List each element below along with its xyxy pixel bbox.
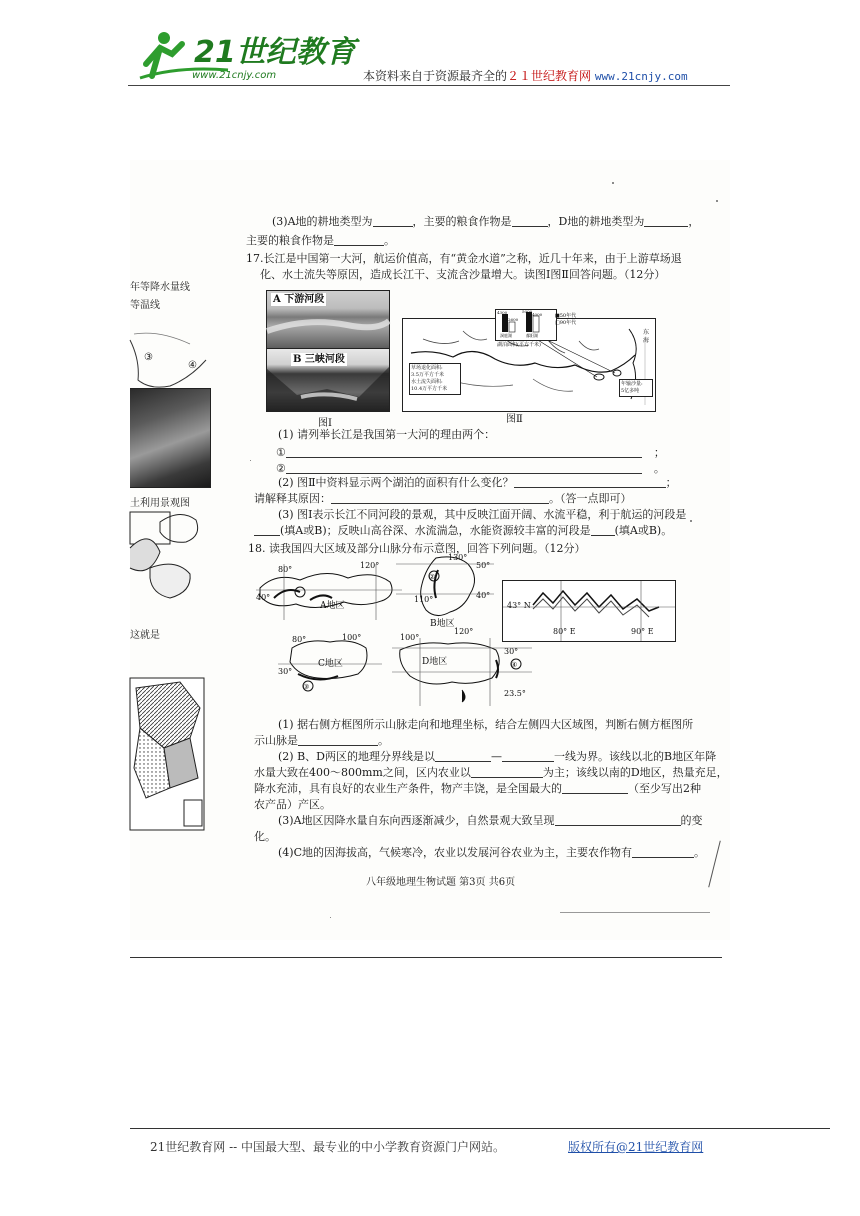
q17-sub2-reason: 请解释其原因： 。（答一点即可） — [254, 492, 632, 505]
fig1-photo-b-three-gorges — [266, 348, 390, 412]
left-strip-caption: 土利用景观图 — [130, 498, 190, 509]
mapA-region-label: A地区 — [320, 601, 345, 611]
mapC-region-label: C地区 — [318, 659, 343, 669]
mapB-lat-2: 40° — [476, 591, 491, 600]
mountain-lat: 43° N — [507, 601, 531, 610]
logo-url: www.21cnjy.com — [192, 70, 277, 81]
mapC-lon-2: 100° — [342, 633, 362, 642]
mountain-lon-2: 90° E — [631, 627, 654, 636]
mapD-lat-2: 23.5° — [504, 689, 526, 698]
mapD-lon-1: 100° — [400, 633, 420, 642]
header-brand-link[interactable]: ２１世纪教育网 — [507, 69, 592, 83]
header-url-link[interactable]: www.21cnjy.com — [594, 70, 688, 83]
q18-sub1-line-2: 示山脉是 。 — [254, 734, 389, 747]
footer-site-description: 21世纪教育网 -- 中国最大型、最专业的中小学教育资源门户网站。 — [150, 1140, 506, 1154]
q18-answer-blank-2[interactable] — [435, 750, 491, 762]
header-note — [363, 67, 688, 84]
q17-stem-line-2: 化、水土流失等原因，造成长江干、支流含沙量增大。读图Ⅰ图Ⅱ回答问题。（12分） — [260, 268, 666, 281]
q18-sub2-line-1: (2) B、D两区的地理分界线是以 — 一线为界。该线以北的B地区年降 — [278, 750, 717, 763]
q18-answer-blank-7[interactable] — [632, 846, 694, 858]
mapA-lat: 40° — [256, 593, 271, 602]
q18-answer-blank-1[interactable] — [298, 734, 378, 746]
q18-sub3-line-1: (3)A地区因降水量自东向西逐渐减少，自然景观大致呈现 的变 — [278, 814, 703, 827]
fig2-lake-area-chart — [495, 309, 557, 341]
content-divider — [130, 957, 722, 958]
fig2-yangtze-map — [402, 309, 656, 412]
q17-sub1-answer-2: ② 。 — [276, 462, 665, 475]
logo-text: 21世纪教育 — [194, 35, 356, 70]
q18-answer-blank-5[interactable] — [562, 782, 628, 794]
fig2-legend: ■50年代 □90年代 — [555, 313, 577, 326]
fig1-label-b: B 三峡河段 — [293, 354, 345, 365]
q18-answer-blank-3[interactable] — [502, 750, 554, 762]
q17-answer-blank-6[interactable] — [591, 524, 615, 536]
left-strip-photo — [130, 388, 211, 488]
mapB-region-label: B地区 — [430, 619, 455, 629]
fig1-caption: 图Ⅰ — [318, 418, 332, 429]
scan-page-footer: 八年级地理生物试题 第3页 共6页 — [366, 877, 516, 888]
mapB-lon-1: 130° — [448, 553, 468, 562]
footer-divider — [130, 1128, 830, 1129]
fig2-value-b: 2600 — [508, 317, 519, 322]
q17-answer-blank-5[interactable] — [254, 524, 280, 536]
scanned-exam-page — [130, 160, 730, 940]
q18-map-a — [256, 560, 402, 624]
site-logo — [138, 26, 356, 84]
mapD-circle-4: ④ — [511, 661, 518, 669]
left-strip-text-3: 这就是 — [130, 630, 160, 641]
q18-map-b — [396, 550, 494, 640]
q17-sub3-line-1: (3) 图Ⅰ表示长江不同河段的景观，其中反映江面开阔、水流平稳，利于航运的河段是 — [278, 508, 687, 521]
q16-line-2: 主要的粮食作物是 。 — [246, 234, 395, 247]
fig1-label-a: A 下游河段 — [273, 294, 325, 305]
fig2-value-d: 4000 — [532, 312, 543, 317]
fig2-bar-axis-label: 湖泊面积(平方千米) — [497, 342, 541, 348]
mapC-lat: 30° — [278, 667, 293, 676]
q17-sub2-line: (2) 图Ⅱ中资料显示两个湖泊的面积有什么变化？ ； — [278, 476, 677, 489]
fig2-note-right: 年输沙量: 5亿多吨 — [619, 379, 653, 397]
q17-answer-blank-1[interactable] — [286, 446, 642, 458]
q18-map-d — [392, 627, 532, 706]
left-strip-map — [130, 320, 212, 392]
fig2-caption: 图Ⅱ — [506, 414, 523, 425]
footer-copyright-link[interactable]: 版权所有@21世纪教育网 — [568, 1140, 704, 1154]
q18-answer-blank-4[interactable] — [471, 766, 543, 778]
q16-blank-2[interactable] — [512, 215, 548, 227]
q17-sub3-line-2: (填A或B)；反映山高谷深、水流湍急，水能资源较丰富的河段是 (填A或B)。 — [254, 524, 672, 538]
runner-logo-icon — [138, 26, 356, 84]
q17-stem-line-1: 17.长江是中国第一大河，航运价值高，有“黄金水道”之称，近几十年来，由于上游草场退 — [246, 252, 682, 265]
q17-answer-blank-2[interactable] — [286, 462, 642, 474]
fig2-bar-label-2: 鄱阳湖 — [526, 333, 538, 338]
q18-stem: 18. 读我国四大区域及部分山脉分布示意图，回答下列问题。（12分） — [248, 542, 586, 555]
q16-blank-1[interactable] — [373, 215, 413, 227]
mapC-lon-1: 80° — [292, 635, 307, 644]
fig2-sea-label: 东海 — [643, 329, 650, 344]
mapA-lon-1: 80° — [278, 565, 293, 574]
q17-sub1-answer-1: ① ； — [276, 446, 665, 459]
q18-sub1-line-1: (1) 据右侧方框图所示山脉走向和地理坐标，结合左侧四大区域图，判断右侧方框图所 — [278, 718, 694, 731]
left-strip-circle-4: ④ — [188, 360, 197, 371]
q16-line-1: (3)A地的耕地类型为 ，主要的粮食作物是 ，D地的耕地类型为 ， — [272, 215, 700, 228]
mapB-lat-1: 50° — [476, 561, 491, 570]
q18-sub2-line-2: 水量大致在400～800mm之间，区内农业以 为主；该线以南的D地区，热量充足， — [254, 766, 728, 779]
q18-sub4-line: (4)C地的因海拔高，气候寒冷，农业以发展河谷农业为主，主要农作物有 。 — [278, 846, 705, 859]
fig2-value-a: 4300 — [497, 310, 508, 315]
header-note-prefix: 本资料来自于资源最齐全的 — [363, 69, 508, 83]
q18-answer-blank-6[interactable] — [555, 814, 681, 826]
mountain-lon-1: 80° E — [553, 627, 576, 636]
left-strip-hatched-map — [130, 678, 206, 832]
q18-map-c — [278, 632, 382, 698]
mapC-circle-3: ③ — [303, 683, 310, 691]
left-strip-text-2: 等温线 — [130, 300, 160, 311]
mapA-lon-2: 120° — [360, 561, 380, 570]
left-strip-cartoon — [130, 508, 212, 608]
fig2-bar-label-1: 洞庭湖 — [500, 333, 512, 338]
mapD-lat-1: 30° — [504, 647, 519, 656]
mapB-lon-2: 110° — [414, 595, 434, 604]
mapB-circle-2: ② — [429, 573, 436, 581]
q16-blank-3[interactable] — [644, 215, 688, 227]
mapD-lon-2: 120° — [454, 627, 474, 636]
q18-sub2-line-3: 降水充沛，具有良好的农业生产条件，物产丰饶，是全国最大的 （至少写出2种 — [254, 782, 701, 795]
left-strip-circle-3: ③ — [144, 352, 153, 363]
fig2-value-c: 5000 — [522, 309, 533, 314]
mapD-region-label: D地区 — [422, 657, 448, 667]
q18-sub3-line-2: 化。 — [254, 830, 276, 843]
fig1-photo-a-downstream — [266, 290, 390, 350]
q17-sub1-prompt: (1) 请列举长江是我国第一大河的理由两个： — [278, 428, 496, 441]
q18-sub2-line-4: 农产品）产区。 — [254, 798, 331, 811]
header-divider — [128, 85, 730, 86]
q16-blank-4[interactable] — [334, 234, 384, 246]
fig2-note-left: 草场退化面积: 3.5万平方千米 水土流失面积: 10.4万平方千米 — [409, 363, 461, 395]
q17-answer-blank-4[interactable] — [331, 492, 549, 504]
q17-answer-blank-3[interactable] — [514, 476, 666, 488]
left-strip-text-1: 年等降水量线 — [130, 282, 190, 293]
